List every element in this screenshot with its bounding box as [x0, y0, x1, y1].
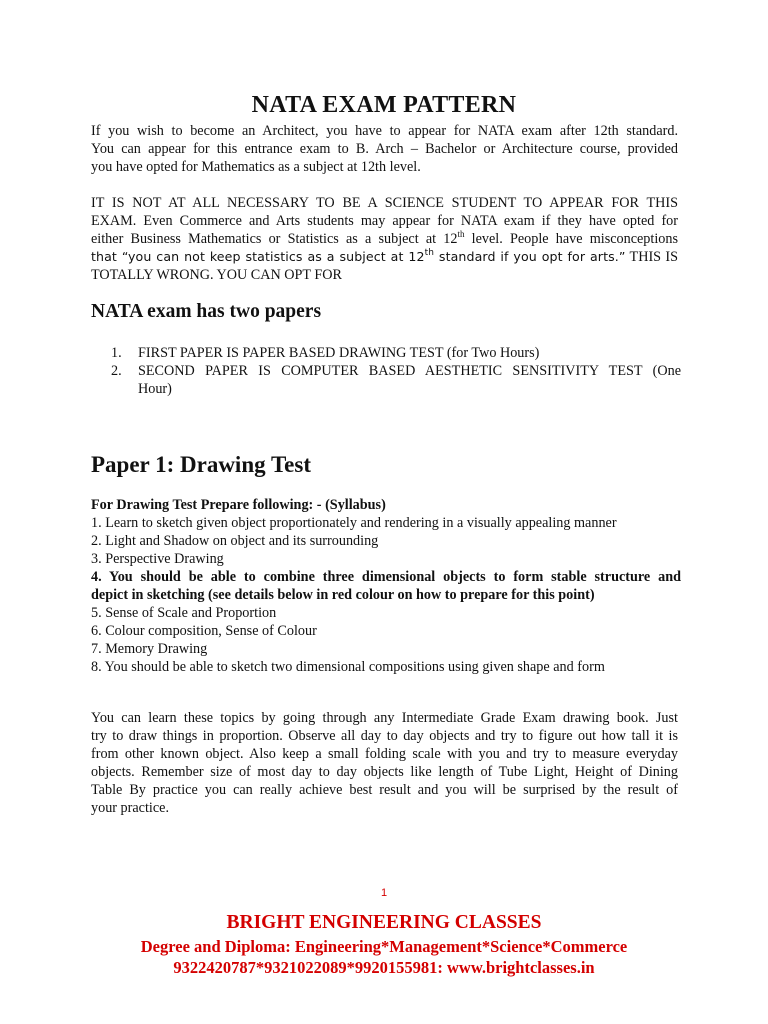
- advice-line: objects. Remember size of most day to day objects like length of Tube Light, Height of Dining: [91, 764, 678, 780]
- list-item: 6. Colour composition, Sense of Colour: [91, 623, 317, 639]
- list-item: 5. Sense of Scale and Proportion: [91, 605, 277, 621]
- list-number: 1.: [111, 345, 122, 361]
- notice-text: level. People have misconceptions: [464, 231, 678, 247]
- list-number: 2.: [111, 363, 122, 379]
- ordinal-suffix: th: [424, 248, 435, 258]
- list-item: [91, 362, 681, 398]
- page-title: NATA EXAM PATTERN: [251, 92, 517, 118]
- advice-line: your practice.: [91, 800, 169, 816]
- advice-paragraph: [91, 709, 678, 817]
- quoted-misconception: [91, 249, 626, 264]
- notice-text: standard if you opt for arts.”: [434, 249, 626, 264]
- notice-line: EXAM. Even Commerce and Arts students may appear for NATA exam if they have opted for: [91, 213, 678, 229]
- intro-line: You can appear for this entrance exam to B. Arch – Bachelor or Architecture course, provided: [91, 141, 678, 157]
- notice-text: THIS IS: [625, 249, 678, 265]
- notice-text: that “you can not keep statistics as a subject at 12: [91, 249, 425, 264]
- list-item-text: depict in sketching (see details below in red colour on how to prepare for this point): [91, 587, 595, 603]
- list-item: 8. You should be able to sketch two dimensional compositions using given shape and form: [91, 659, 605, 675]
- list-item-text: SECOND PAPER IS COMPUTER BASED AESTHETIC SENSITIVITY TEST (One: [138, 363, 681, 379]
- intro-paragraph: [91, 122, 678, 176]
- paper1-heading: Paper 1: Drawing Test: [91, 452, 311, 477]
- list-item: 7. Memory Drawing: [91, 641, 208, 657]
- notice-line: TOTALLY WRONG. YOU CAN OPT FOR: [91, 267, 342, 283]
- list-item-text: Hour): [138, 381, 172, 397]
- footer-tagline: Degree and Diploma: Engineering*Management*Science*Commerce: [140, 937, 628, 956]
- advice-line: from other known object. Also keep a small folding scale with you and try to measure everyday: [91, 746, 678, 762]
- footer-contact: 9322420787*9321022089*9920155981: www.brightclasses.in: [173, 958, 595, 977]
- list-item: 1. Learn to sketch given object proportionately and rendering in a visually appealing manner: [91, 515, 617, 531]
- footer-brand: BRIGHT ENGINEERING CLASSES: [226, 912, 542, 933]
- papers-list: [91, 344, 681, 398]
- list-item-text: FIRST PAPER IS PAPER BASED DRAWING TEST (for Two Hours): [138, 345, 540, 361]
- list-item: 3. Perspective Drawing: [91, 551, 224, 567]
- advice-line: try to draw things in proportion. Observe all day to day objects and try to figure out how tall it is: [91, 728, 678, 744]
- list-item-text: 4. You should be able to combine three dimensional objects to form stable structure and: [91, 569, 681, 585]
- notice-line: [91, 230, 678, 248]
- syllabus-heading: For Drawing Test Prepare following: - (Syllabus): [91, 497, 386, 513]
- notice-line: [91, 248, 678, 266]
- list-item: [91, 344, 681, 362]
- intro-line: you have opted for Mathematics as a subject at 12th level.: [91, 159, 421, 175]
- page-number: 1: [380, 887, 388, 899]
- notice-line: IT IS NOT AT ALL NECESSARY TO BE A SCIENCE STUDENT TO APPEAR FOR THIS: [91, 195, 678, 211]
- advice-line: You can learn these topics by going through any Intermediate Grade Exam drawing book. Just: [91, 710, 678, 726]
- ordinal-suffix: th: [457, 229, 465, 239]
- advice-line: Table By practice you can really achieve best result and you will be surprised by the result of: [91, 782, 678, 798]
- list-item: [91, 568, 681, 604]
- notice-paragraph: [91, 194, 678, 284]
- syllabus-list: [91, 496, 681, 676]
- notice-text: either Business Mathematics or Statistics as a subject at 12: [91, 231, 458, 247]
- intro-line: If you wish to become an Architect, you have to appear for NATA exam after 12th standard.: [91, 123, 678, 139]
- papers-heading: NATA exam has two papers: [91, 301, 322, 322]
- list-item: 2. Light and Shadow on object and its surrounding: [91, 533, 379, 549]
